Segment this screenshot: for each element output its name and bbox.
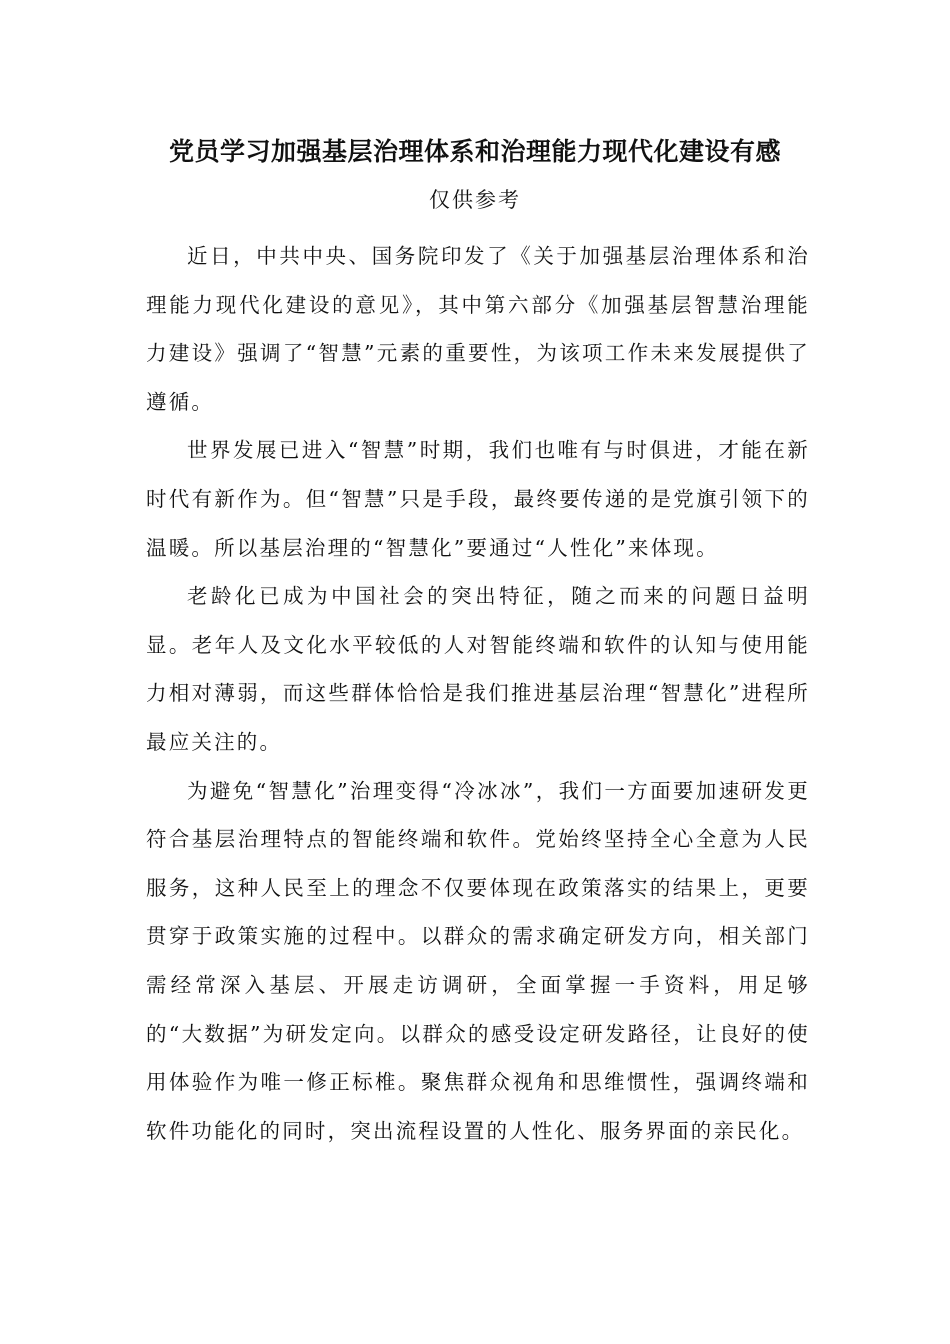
paragraph-2: 世界发展已进入“智慧”时期，我们也唯有与时俱进，才能在新时代有新作为。但“智慧”只是手段，最终要传递的是党旗引领下的温暖。所以基层治理的“智慧化”要通过“人性化”来体现。	[146, 438, 810, 560]
paragraph-1: 近日，中共中央、国务院印发了《关于加强基层治理体系和治理能力现代化建设的意见》，其中第六部分《加强基层智慧治理能力建设》强调了“智慧”元素的重要性，为该项工作未来发展提供了遵循。	[146, 244, 810, 414]
document-body	[146, 232, 810, 1155]
paragraph-3: 老龄化已成为中国社会的突出特征，随之而来的问题日益明显。老年人及文化水平较低的人对智能终端和软件的认知与使用能力相对薄弱，而这些群体恰恰是我们推进基层治理“智慧化”进程所最应关注的。	[146, 584, 810, 754]
document-title: 党员学习加强基层治理体系和治理能力现代化建设有感	[168, 137, 781, 166]
paragraph-4: 为避免“智慧化”治理变得“冷冰冰”，我们一方面要加速研发更符合基层治理特点的智能终端和软件。党始终坚持全心全意为人民服务，这种人民至上的理念不仅要体现在政策落实的结果上，更要贯穿于政策实施的过程中。以群众的需求确定研发方向，相关部门需经常深入基层、开展走访调研，全面掌握一手资料，用足够的“大数据”为研发定向。以群众的感受设定研发路径，让良好的使用体验作为唯一修正标椎。聚焦群众视角和思维惯性，强调终端和软件功能化的同时，突出流程设置的人性化、服务界面的亲民化。	[146, 778, 810, 1143]
document-subtitle: 仅供参考	[429, 188, 521, 212]
